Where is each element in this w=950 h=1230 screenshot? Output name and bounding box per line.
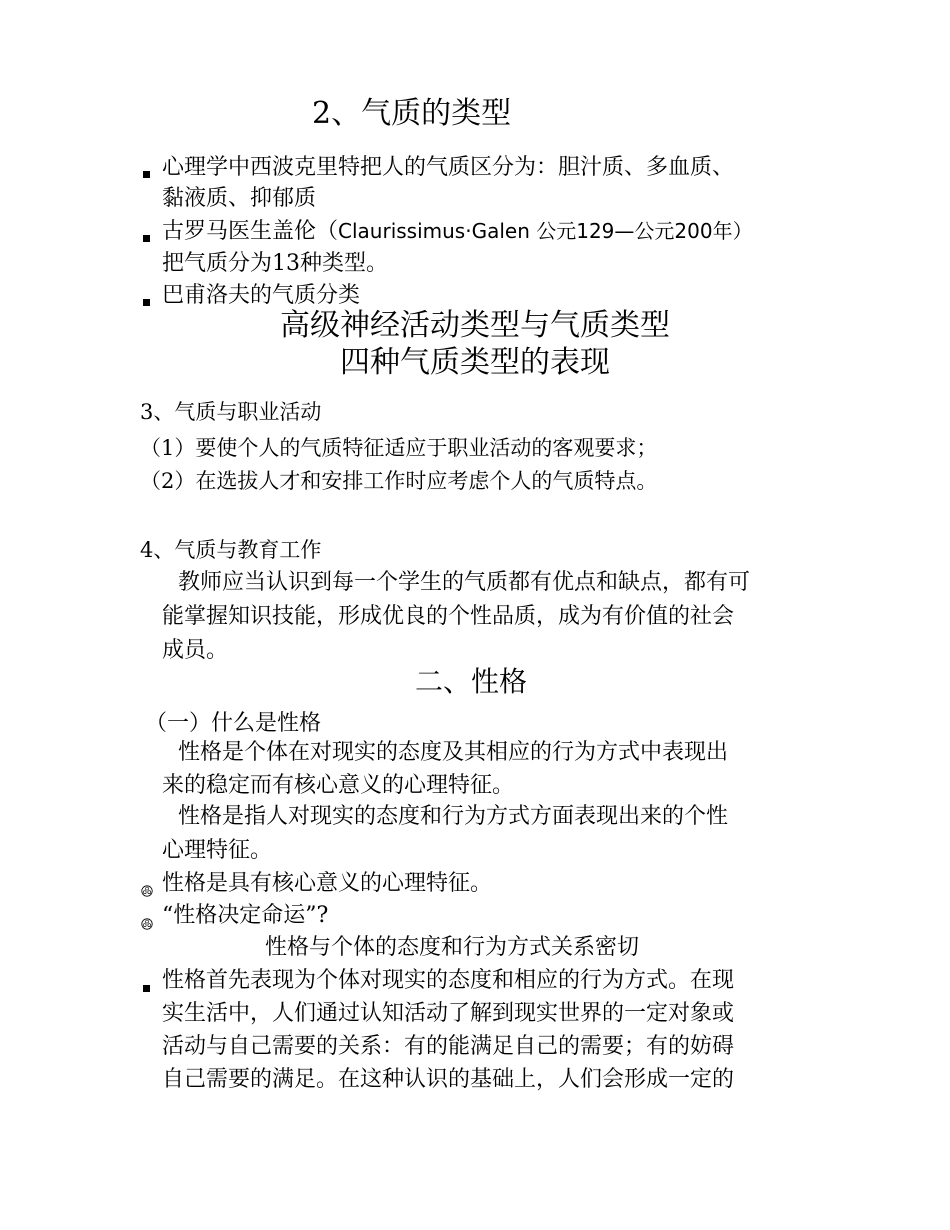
section4-line2: 能掌握知识技能，形成优良的个性品质，成为有价值的社会 — [162, 604, 735, 629]
section3-p2: （2）在选拔人才和安排工作时应考虑个人的气质特点。 — [140, 469, 658, 493]
section2-subheading1: 高级神经活动类型与气质类型 — [280, 308, 670, 343]
character-subtitle: （一）什么是性格 — [145, 711, 322, 736]
section4-title: 4、气质与教育工作 — [140, 538, 322, 562]
square-bullet-icon — [143, 299, 150, 306]
character-flower-item2: “性格决定命运”? — [162, 903, 329, 928]
character-para-line3: 活动与自己需要的关系：有的能满足自己的需要；有的妨碍 — [162, 1034, 735, 1059]
character-para-line4: 自己需要的满足。在这种认识的基础上，人们会形成一定的 — [162, 1067, 735, 1092]
square-bullet-icon — [143, 985, 150, 992]
section4-line1: 教师应当认识到每一个学生的气质都有优点和缺点，都有可 — [178, 570, 751, 595]
section2-title: 2、气质的类型 — [312, 96, 512, 131]
character-para-line2: 实生活中，人们通过认知活动了解到现实世界的一定对象或 — [162, 1001, 735, 1026]
square-bullet-icon — [143, 171, 150, 178]
character-title: 二、性格 — [415, 665, 528, 698]
section2-item1-line1: 心理学中西波克里特把人的气质区分为：胆汁质、多血质、 — [162, 155, 735, 180]
square-bullet-icon — [143, 235, 150, 242]
character-def1-line2: 来的稳定而有核心意义的心理特征。 — [162, 773, 515, 798]
section2-item2-line2: 把气质分为13种类型。 — [162, 251, 388, 276]
character-def2-line2: 心理特征。 — [162, 838, 273, 863]
section2-subheading2: 四种气质类型的表现 — [340, 345, 610, 380]
character-def2-line1: 性格是指人对现实的态度和行为方式方面表现出来的个性 — [178, 804, 729, 829]
section3-p1: （1）要使个人的气质特征适应于职业活动的客观要求； — [140, 436, 658, 460]
flower-bullet-icon — [141, 885, 153, 897]
section2-item2-text-a: 古罗马医生盖伦（ — [162, 219, 339, 244]
section2-item1-line2: 黏液质、抑郁质 — [162, 186, 317, 211]
section2-item2-line1 — [162, 216, 753, 247]
character-para-line1: 性格首先表现为个体对现实的态度和相应的行为方式。在现 — [162, 968, 735, 993]
section3-title: 3、气质与职业活动 — [140, 400, 322, 424]
section2-item2-text-b: Claurissimus·Galen 公元129—公元200年） — [338, 219, 753, 243]
flower-bullet-icon — [141, 918, 153, 930]
section2-item3-line1: 巴甫洛夫的气质分类 — [162, 283, 361, 308]
character-flower-item1: 性格是具有核心意义的心理特征。 — [162, 871, 493, 896]
character-def1-line1: 性格是个体在对现实的态度及其相应的行为方式中表现出 — [178, 740, 729, 765]
character-heading: 性格与个体的态度和行为方式关系密切 — [265, 935, 640, 960]
section4-line3: 成员。 — [162, 638, 229, 663]
